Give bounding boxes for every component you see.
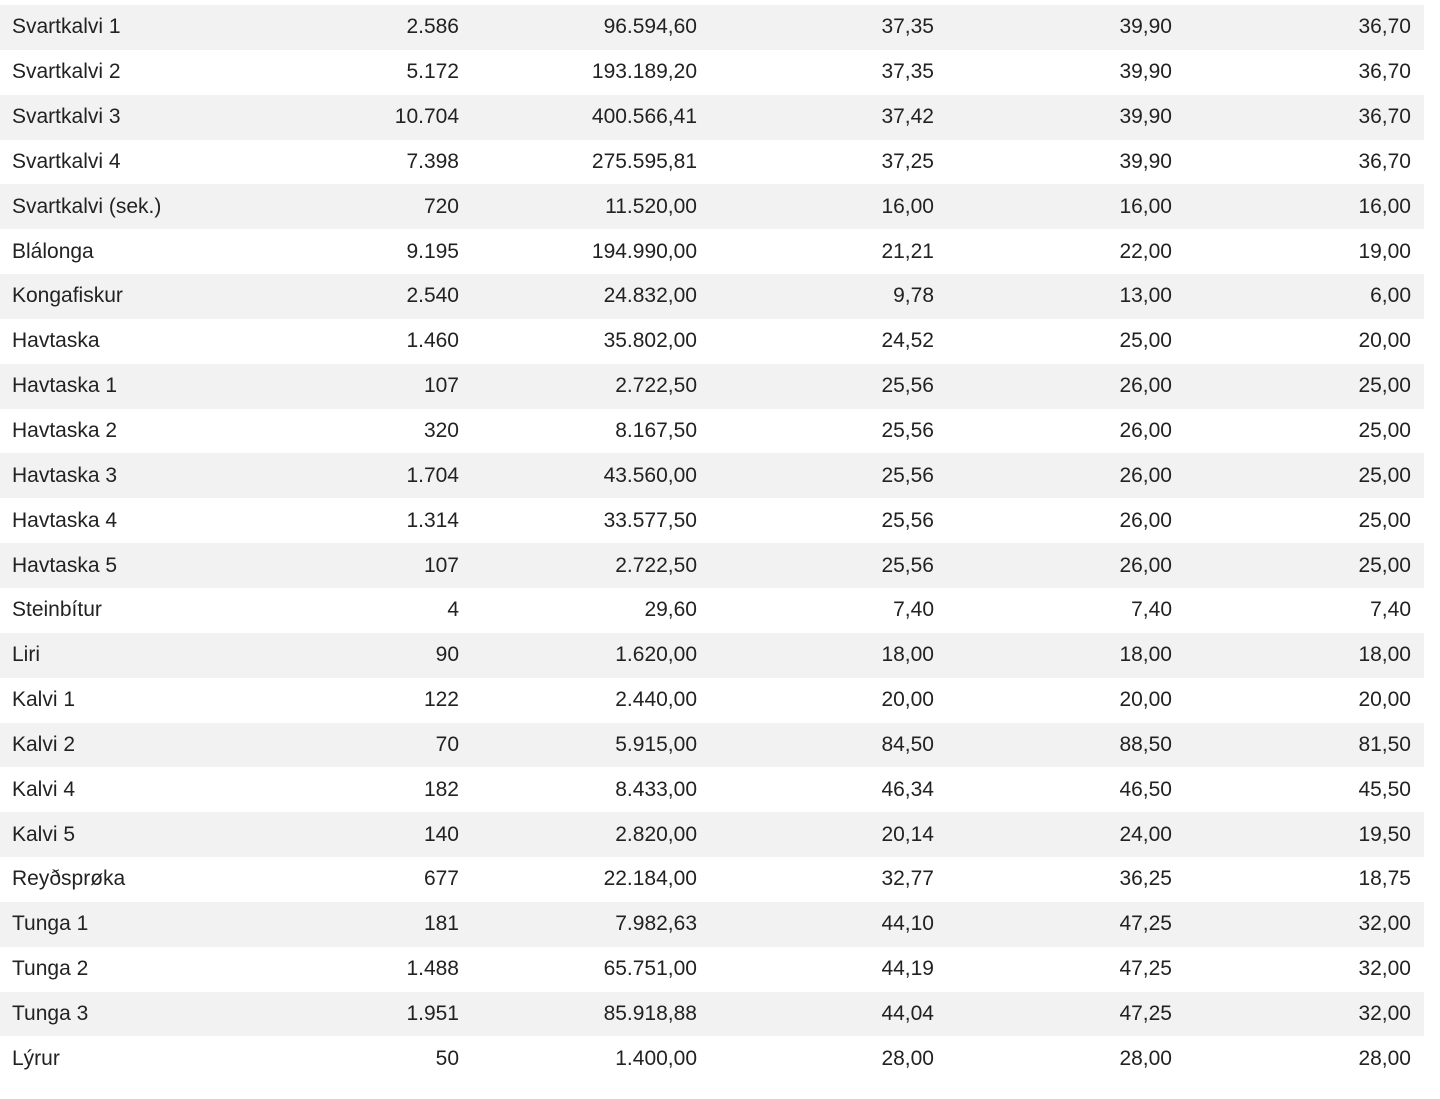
min-price-cell: 18,00 — [1358, 643, 1411, 667]
max-price-cell: 47,25 — [1119, 957, 1172, 981]
table-row — [0, 498, 1424, 543]
average-price-cell: 18,00 — [881, 643, 934, 667]
min-price-cell: 25,00 — [1358, 374, 1411, 398]
table-row — [0, 50, 1424, 95]
quantity-cell: 107 — [423, 553, 459, 577]
total-value-cell: 24.832,00 — [603, 284, 697, 308]
quantity-cell: 2.540 — [406, 284, 459, 308]
max-price-cell: 47,25 — [1119, 912, 1172, 936]
min-price-cell: 32,00 — [1358, 1001, 1411, 1025]
table-body — [0, 5, 1424, 1081]
average-price-cell: 44,19 — [881, 957, 934, 981]
species-name-cell: Tunga 2 — [12, 957, 89, 981]
min-price-cell: 6,00 — [1370, 284, 1411, 308]
total-value-cell: 193.189,20 — [591, 60, 697, 84]
max-price-cell: 39,90 — [1119, 15, 1172, 39]
species-name-cell: Kalvi 2 — [12, 732, 76, 756]
fish-auction-table-wrapper — [0, 5, 1424, 1081]
min-price-cell: 25,00 — [1358, 553, 1411, 577]
average-price-cell: 37,35 — [881, 15, 934, 39]
table-row — [0, 5, 1424, 50]
quantity-cell: 182 — [423, 777, 459, 801]
max-price-cell: 39,90 — [1119, 60, 1172, 84]
min-price-cell: 16,00 — [1358, 194, 1411, 218]
table-row — [0, 678, 1424, 723]
min-price-cell: 81,50 — [1358, 732, 1411, 756]
min-price-cell: 19,50 — [1358, 822, 1411, 846]
min-price-cell: 7,40 — [1370, 598, 1411, 622]
min-price-cell: 32,00 — [1358, 912, 1411, 936]
table-row — [0, 723, 1424, 768]
max-price-cell: 46,50 — [1119, 777, 1172, 801]
average-price-cell: 25,56 — [881, 374, 934, 398]
quantity-cell: 2.586 — [406, 15, 459, 39]
quantity-cell: 4 — [447, 598, 459, 622]
min-price-cell: 28,00 — [1358, 1046, 1411, 1070]
quantity-cell: 720 — [423, 194, 459, 218]
quantity-cell: 320 — [423, 419, 459, 443]
species-name-cell: Havtaska 4 — [12, 508, 118, 532]
table-row — [0, 95, 1424, 140]
min-price-cell: 36,70 — [1358, 15, 1411, 39]
total-value-cell: 5.915,00 — [615, 732, 697, 756]
quantity-cell: 90 — [435, 643, 459, 667]
max-price-cell: 28,00 — [1119, 1046, 1172, 1070]
table-row — [0, 364, 1424, 409]
species-name-cell: Svartkalvi (sek.) — [12, 194, 162, 218]
total-value-cell: 400.566,41 — [591, 105, 697, 129]
total-value-cell: 194.990,00 — [591, 239, 697, 263]
max-price-cell: 47,25 — [1119, 1001, 1172, 1025]
total-value-cell: 7.982,63 — [615, 912, 697, 936]
max-price-cell: 24,00 — [1119, 822, 1172, 846]
average-price-cell: 25,56 — [881, 419, 934, 443]
quantity-cell: 5.172 — [406, 60, 459, 84]
total-value-cell: 2.722,50 — [615, 374, 697, 398]
species-name-cell: Havtaska 5 — [12, 553, 118, 577]
table-row — [0, 319, 1424, 364]
quantity-cell: 70 — [435, 732, 459, 756]
average-price-cell: 44,04 — [881, 1001, 934, 1025]
quantity-cell: 1.951 — [406, 1001, 459, 1025]
table-row — [0, 229, 1424, 274]
min-price-cell: 20,00 — [1358, 329, 1411, 353]
total-value-cell: 2.820,00 — [615, 822, 697, 846]
table-row — [0, 857, 1424, 902]
average-price-cell: 9,78 — [893, 284, 934, 308]
max-price-cell: 36,25 — [1119, 867, 1172, 891]
total-value-cell: 22.184,00 — [603, 867, 697, 891]
species-name-cell: Liri — [12, 643, 41, 667]
species-name-cell: Svartkalvi 3 — [12, 105, 121, 129]
species-name-cell: Tunga 3 — [12, 1001, 89, 1025]
max-price-cell: 20,00 — [1119, 688, 1172, 712]
quantity-cell: 1.704 — [406, 463, 459, 487]
average-price-cell: 37,42 — [881, 105, 934, 129]
max-price-cell: 7,40 — [1131, 598, 1172, 622]
table-row — [0, 992, 1424, 1037]
quantity-cell: 181 — [423, 912, 459, 936]
table-row — [0, 274, 1424, 319]
quantity-cell: 50 — [435, 1046, 459, 1070]
species-name-cell: Havtaska 2 — [12, 419, 118, 443]
table-row — [0, 140, 1424, 185]
average-price-cell: 24,52 — [881, 329, 934, 353]
min-price-cell: 25,00 — [1358, 463, 1411, 487]
quantity-cell: 1.488 — [406, 957, 459, 981]
min-price-cell: 36,70 — [1358, 60, 1411, 84]
total-value-cell: 29,60 — [644, 598, 697, 622]
species-name-cell: Svartkalvi 4 — [12, 149, 121, 173]
min-price-cell: 18,75 — [1358, 867, 1411, 891]
min-price-cell: 36,70 — [1358, 105, 1411, 129]
average-price-cell: 25,56 — [881, 553, 934, 577]
average-price-cell: 16,00 — [881, 194, 934, 218]
species-name-cell: Svartkalvi 2 — [12, 60, 121, 84]
table-row — [0, 588, 1424, 633]
max-price-cell: 26,00 — [1119, 508, 1172, 532]
total-value-cell: 8.433,00 — [615, 777, 697, 801]
max-price-cell: 22,00 — [1119, 239, 1172, 263]
min-price-cell: 32,00 — [1358, 957, 1411, 981]
total-value-cell: 11.520,00 — [605, 194, 697, 218]
min-price-cell: 25,00 — [1358, 419, 1411, 443]
quantity-cell: 1.460 — [406, 329, 459, 353]
max-price-cell: 25,00 — [1119, 329, 1172, 353]
species-name-cell: Havtaska — [12, 329, 100, 353]
total-value-cell: 1.620,00 — [615, 643, 697, 667]
quantity-cell: 107 — [423, 374, 459, 398]
quantity-cell: 122 — [423, 688, 459, 712]
average-price-cell: 21,21 — [881, 239, 934, 263]
table-row — [0, 543, 1424, 588]
species-name-cell: Tunga 1 — [12, 912, 89, 936]
total-value-cell: 35.802,00 — [603, 329, 697, 353]
species-name-cell: Reyðsprøka — [12, 867, 126, 891]
table-row — [0, 409, 1424, 454]
quantity-cell: 7.398 — [406, 149, 459, 173]
average-price-cell: 44,10 — [881, 912, 934, 936]
table-row — [0, 812, 1424, 857]
max-price-cell: 13,00 — [1119, 284, 1172, 308]
fish-auction-table — [0, 5, 1424, 1081]
max-price-cell: 26,00 — [1119, 463, 1172, 487]
total-value-cell: 43.560,00 — [603, 463, 697, 487]
average-price-cell: 20,14 — [881, 822, 934, 846]
average-price-cell: 25,56 — [881, 508, 934, 532]
total-value-cell: 275.595,81 — [591, 149, 697, 173]
table-row — [0, 947, 1424, 992]
average-price-cell: 28,00 — [881, 1046, 934, 1070]
total-value-cell: 2.440,00 — [615, 688, 697, 712]
quantity-cell: 1.314 — [406, 508, 459, 532]
total-value-cell: 1.400,00 — [615, 1046, 697, 1070]
min-price-cell: 45,50 — [1358, 777, 1411, 801]
species-name-cell: Blálonga — [12, 239, 94, 263]
max-price-cell: 16,00 — [1119, 194, 1172, 218]
species-name-cell: Steinbítur — [12, 598, 102, 622]
max-price-cell: 26,00 — [1119, 419, 1172, 443]
max-price-cell: 39,90 — [1119, 105, 1172, 129]
max-price-cell: 88,50 — [1119, 732, 1172, 756]
species-name-cell: Havtaska 3 — [12, 463, 118, 487]
quantity-cell: 677 — [423, 867, 459, 891]
average-price-cell: 46,34 — [881, 777, 934, 801]
average-price-cell: 7,40 — [893, 598, 934, 622]
table-row — [0, 1036, 1424, 1081]
total-value-cell: 85.918,88 — [603, 1001, 697, 1025]
max-price-cell: 26,00 — [1119, 374, 1172, 398]
species-name-cell: Kalvi 4 — [12, 777, 76, 801]
average-price-cell: 37,35 — [881, 60, 934, 84]
min-price-cell: 19,00 — [1358, 239, 1411, 263]
species-name-cell: Kalvi 5 — [12, 822, 76, 846]
species-name-cell: Lýrur — [12, 1046, 60, 1070]
table-row — [0, 633, 1424, 678]
quantity-cell: 9.195 — [406, 239, 459, 263]
species-name-cell: Svartkalvi 1 — [12, 15, 121, 39]
total-value-cell: 96.594,60 — [603, 15, 697, 39]
min-price-cell: 36,70 — [1358, 149, 1411, 173]
average-price-cell: 32,77 — [881, 867, 934, 891]
table-row — [0, 184, 1424, 229]
min-price-cell: 25,00 — [1358, 508, 1411, 532]
average-price-cell: 20,00 — [881, 688, 934, 712]
total-value-cell: 33.577,50 — [603, 508, 697, 532]
table-row — [0, 902, 1424, 947]
table-row — [0, 767, 1424, 812]
max-price-cell: 26,00 — [1119, 553, 1172, 577]
min-price-cell: 20,00 — [1358, 688, 1411, 712]
max-price-cell: 39,90 — [1119, 149, 1172, 173]
average-price-cell: 37,25 — [881, 149, 934, 173]
species-name-cell: Kongafiskur — [12, 284, 123, 308]
quantity-cell: 140 — [423, 822, 459, 846]
quantity-cell: 10.704 — [394, 105, 459, 129]
table-row — [0, 453, 1424, 498]
species-name-cell: Kalvi 1 — [12, 688, 76, 712]
average-price-cell: 25,56 — [881, 463, 934, 487]
max-price-cell: 18,00 — [1119, 643, 1172, 667]
average-price-cell: 84,50 — [881, 732, 934, 756]
total-value-cell: 2.722,50 — [615, 553, 697, 577]
total-value-cell: 8.167,50 — [615, 419, 697, 443]
species-name-cell: Havtaska 1 — [12, 374, 118, 398]
total-value-cell: 65.751,00 — [603, 957, 697, 981]
